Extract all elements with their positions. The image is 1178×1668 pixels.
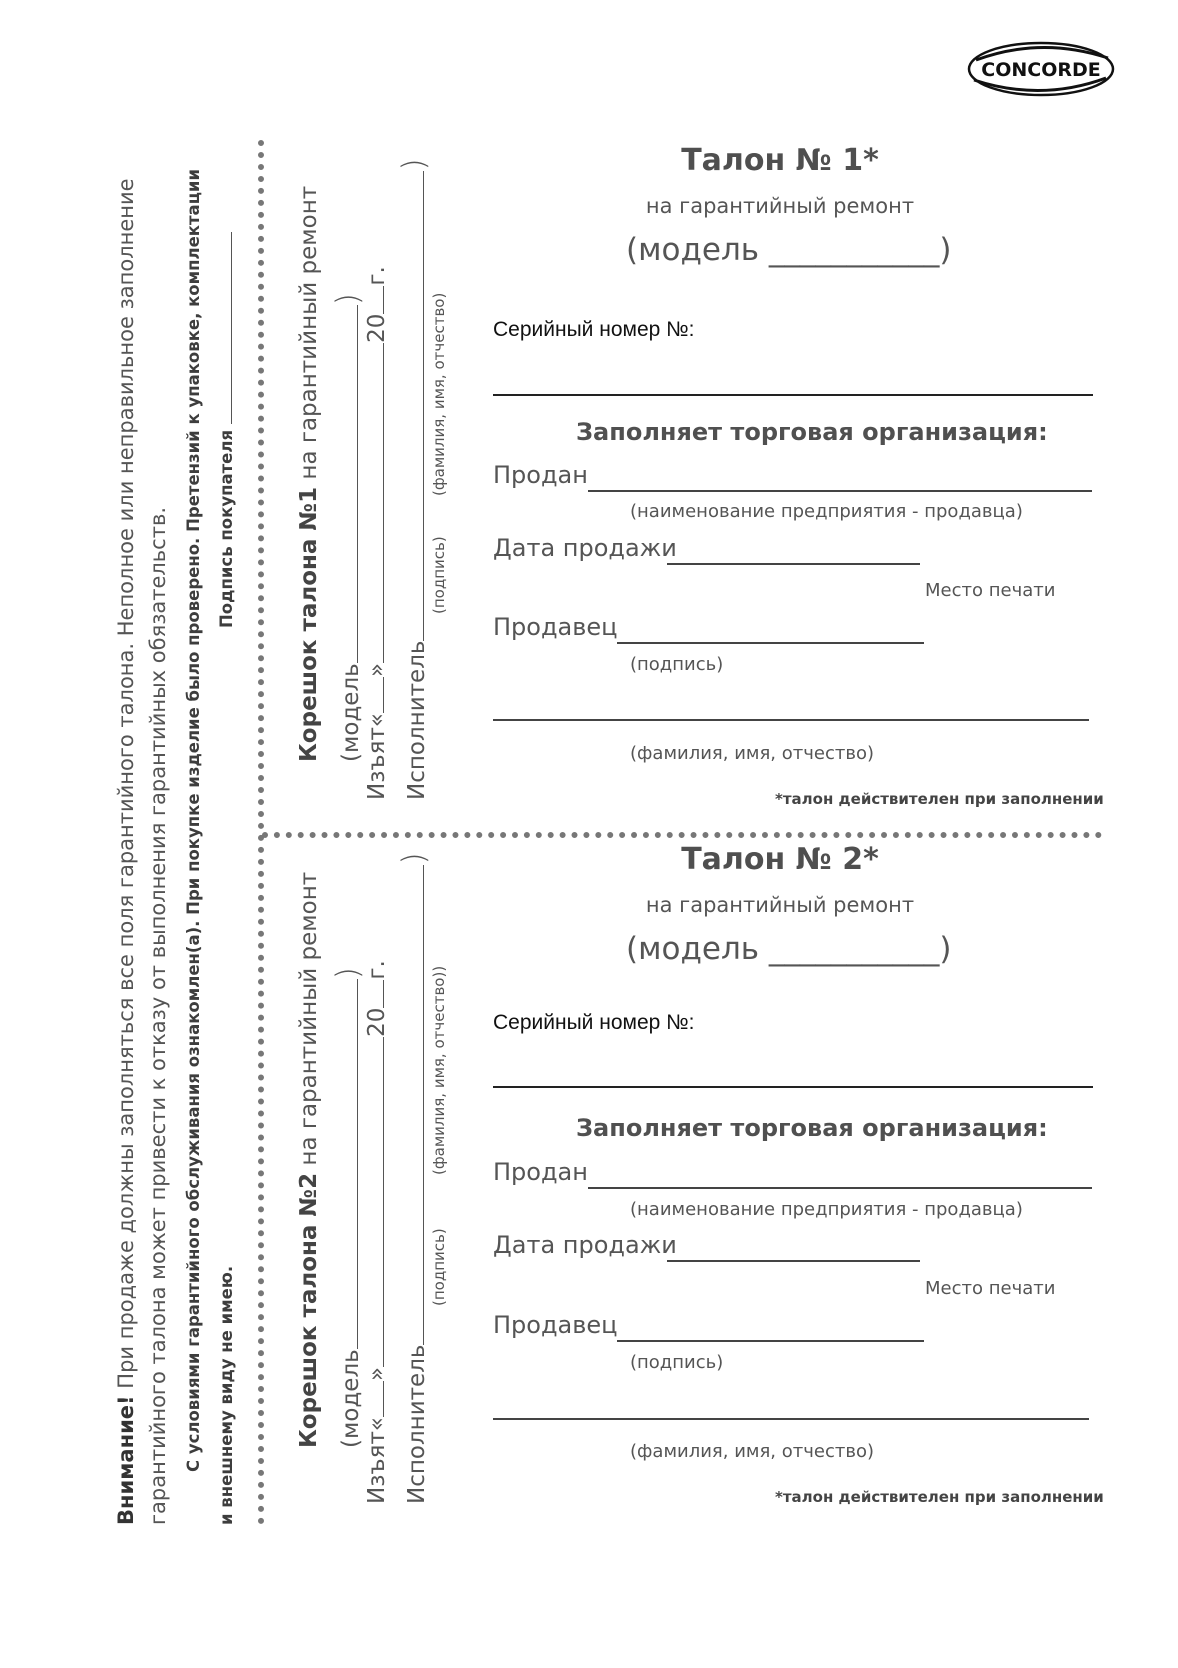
seller-hint: (подпись) [630, 654, 724, 675]
stub-model-row: (модель) [330, 967, 366, 1448]
sold-label: Продан [493, 1158, 588, 1186]
stamp-label: Место печати [925, 580, 1056, 601]
sold-line[interactable] [588, 1187, 1092, 1189]
model-field[interactable]: (модель ___________) [626, 931, 952, 967]
seller-label: Продавец [493, 613, 618, 641]
sold-line[interactable] [588, 490, 1092, 492]
stamp-label: Место печати [925, 1278, 1056, 1299]
stub-executor-line[interactable] [423, 865, 424, 1345]
seller-label: Продавец [493, 1311, 618, 1339]
stub-executor-row: Исполнитель) [396, 852, 432, 1504]
sold-hint: (наименование предприятия - продавца) [630, 501, 1023, 522]
stub-model-line[interactable] [357, 979, 358, 1349]
coupon-subtitle: на гарантийный ремонт [645, 893, 915, 917]
logo-text: CONCORDE [981, 59, 1101, 81]
org-heading: Заполняет торговая организация: [576, 1114, 1048, 1142]
stub-taken-line[interactable] [383, 1037, 384, 1367]
seller-line[interactable] [617, 1340, 924, 1342]
sale-date-line[interactable] [667, 563, 920, 565]
stub-sign-hint: (подпись) [430, 1228, 448, 1306]
warning-line-2: гарантийного талона может привести к отказу от выполнения гарантийных обязательств. [146, 506, 170, 1525]
signature-block [217, 232, 236, 628]
sale-date-label: Дата продажи [493, 1231, 677, 1259]
warning-line-4: и внешнему виду не имею. [217, 1265, 236, 1525]
stub-sign-hint: (подпись) [430, 536, 448, 614]
org-heading: Заполняет торговая организация: [576, 418, 1048, 446]
stub-name-hint: (фамилия, имя, отчество) [430, 292, 448, 496]
seller-hint: (подпись) [630, 1352, 724, 1373]
name-hint: (фамилия, имя, отчество) [630, 1441, 874, 1462]
name-line[interactable] [493, 1418, 1089, 1420]
coupon-title: Талон № 2* [681, 842, 879, 877]
validity-note: *талон действителен при заполнении [775, 1488, 1104, 1506]
stub-taken-row: Изъят«»20г. [364, 266, 390, 800]
warning-line-1: Внимание! При продаже должны заполняться все поля гарантийного талона. Неполное или неправильное заполнение [114, 178, 138, 1525]
coupon-title: Талон № 1* [681, 143, 879, 178]
stub-title: Корешок талона №2 на гарантийный ремонт [296, 871, 322, 1448]
stub-taken-line[interactable] [383, 343, 384, 663]
stub-executor-line[interactable] [423, 171, 424, 641]
name-hint: (фамилия, имя, отчество) [630, 743, 874, 764]
sale-date-label: Дата продажи [493, 534, 677, 562]
warning-lead: Внимание! [114, 1395, 138, 1525]
model-field[interactable]: (модель ___________) [626, 232, 952, 268]
stub-model-row: (модель) [330, 293, 366, 762]
warning-line-3: С условиями гарантийного обслуживания ознакомлен(а). При покупке изделие было проверено. Претензий к упаковке, комплектации [184, 168, 203, 1472]
sold-label: Продан [493, 461, 588, 489]
serial-number-line[interactable] [493, 1086, 1093, 1088]
seller-line[interactable] [617, 642, 924, 644]
stub-taken-row: Изъят«»20г. [364, 960, 390, 1504]
signature-label: Подпись покупателя [217, 429, 236, 628]
stub-name-hint: (фамилия, имя, отчество)) [430, 965, 448, 1175]
signature-line[interactable] [231, 232, 232, 424]
stub-title: Корешок талона №1 на гарантийный ремонт [296, 185, 322, 762]
serial-number-label: Серийный номер №: [493, 318, 695, 341]
sale-date-line[interactable] [667, 1260, 920, 1262]
sold-hint: (наименование предприятия - продавца) [630, 1199, 1023, 1220]
serial-number-line[interactable] [493, 394, 1093, 396]
stub-executor-row: Исполнитель) [396, 158, 432, 800]
coupon-subtitle: на гарантийный ремонт [645, 194, 915, 218]
horizontal-dotted-cut-line [262, 832, 1102, 838]
stub-model-line[interactable] [357, 305, 358, 663]
name-line[interactable] [493, 719, 1089, 721]
validity-note: *талон действителен при заполнении [775, 790, 1104, 808]
concorde-logo [966, 40, 1116, 98]
serial-number-label: Серийный номер №: [493, 1011, 695, 1034]
